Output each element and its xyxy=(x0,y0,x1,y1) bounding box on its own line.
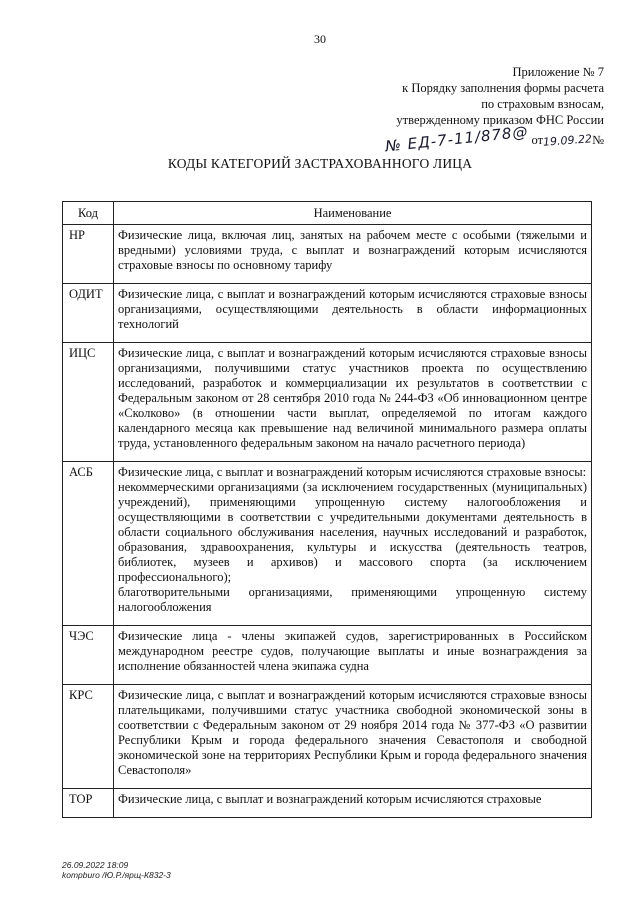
table-body xyxy=(63,225,592,818)
description-paragraph: Физические лица, с выплат и вознаграждений которым исчисляются страховые взносы организациями, осуществляющими деятельность в области информационных технологий xyxy=(118,287,587,331)
category-description xyxy=(114,626,592,685)
number-suffix: № xyxy=(592,133,604,147)
appendix-line-3: по страховым взносам, xyxy=(481,97,604,111)
category-description xyxy=(114,789,592,818)
category-code: ИЦС xyxy=(63,343,114,462)
category-codes-table xyxy=(62,201,592,818)
footer-timestamp: 26.09.2022 18:09 xyxy=(62,860,129,870)
description-paragraph: Физические лица, включая лиц, занятых на рабочем месте с особыми (тяжелыми и вредными) условиями труда, с выплат и вознаграждений которым исчисляются страховые взносы по основному тарифу xyxy=(118,228,587,272)
header-code: Код xyxy=(63,202,114,225)
table-row xyxy=(63,343,592,462)
description-paragraph: Физические лица, с выплат и вознаграждений которым исчисляются страховые взносы организациями, получившими статус участников проекта по осуществлению исследований, разработок и коммерциализации их результатов в соответствии с Федеральным законом от 28 сентября 2010 года № 244-ФЗ «Об инновационном центре «Сколково» (в отношении части выплат, определяемой по итогам каждого календарного месяца как превышение над величиной минимального размера оплаты труда, установленного федеральным законом на начало расчетного периода) xyxy=(118,346,587,450)
appendix-line-2: к Порядку заполнения формы расчета xyxy=(402,81,604,95)
category-code: ТОР xyxy=(63,789,114,818)
table-row xyxy=(63,626,592,685)
appendix-header xyxy=(396,64,604,128)
header-name: Наименование xyxy=(114,202,592,225)
category-code: НР xyxy=(63,225,114,284)
registration-line xyxy=(384,122,604,156)
appendix-line-4: утвержденному приказом ФНС России xyxy=(396,113,604,127)
category-code: КРС xyxy=(63,685,114,789)
description-paragraph: Физические лица - члены экипажей судов, зарегистрированных в Российском международном реестре судов, получающие выплаты и иные вознаграждения за исполнение обязанностей члена экипажа судна xyxy=(118,629,587,673)
page-number: 30 xyxy=(314,32,326,46)
document-title: КОДЫ КАТЕГОРИЙ ЗАСТРАХОВАННОГО ЛИЦА xyxy=(167,156,473,171)
appendix-title: Приложение № 7 xyxy=(512,65,604,79)
category-description xyxy=(114,284,592,343)
table-row xyxy=(63,225,592,284)
description-paragraph: Физические лица, с выплат и вознаграждений которым исчисляются страховые xyxy=(118,792,542,806)
category-description xyxy=(114,343,592,462)
category-description xyxy=(114,685,592,789)
description-paragraph: Физические лица, с выплат и вознаграждений которым исчисляются страховые взносы плательщиками, получившими статус участника свободной экономической зоны в соответствии с Федеральным законом от 29 ноября 2014 года № 377-ФЗ «О развитии Республики Крым и города федерального значения Севастополя и свободной экономической зоне на территориях Республики Крым и города федерального значения Севастополя» xyxy=(118,688,587,777)
table-row xyxy=(63,284,592,343)
date-prefix: от xyxy=(531,133,544,147)
table-row xyxy=(63,789,592,818)
category-code: ЧЭС xyxy=(63,626,114,685)
footer-user: kompburo /Ю.Р./ярщ-К832-3 xyxy=(62,870,171,880)
table-row xyxy=(63,462,592,626)
category-description xyxy=(114,225,592,284)
description-paragraph: Физические лица, с выплат и вознаграждений которым исчисляются страховые взносы: xyxy=(118,465,587,479)
handwritten-date: 19.09.22 xyxy=(542,132,593,149)
table-row xyxy=(63,685,592,789)
handwritten-order-number: № ЕД-7-11/878@ xyxy=(384,122,529,156)
description-paragraph: некоммерческими организациями (за исключением государственных (муниципальных) учреждений), применяющими упрощенную систему налогообложения и осуществляющими в соответствии с учредительными документами деятельность в области социального обслуживания населения, научных исследований и разработок, образования, здравоохранения, культуры и искусства (деятельность театров, библиотек, музеев и архивов) и массового спорта (за исключением профессионального); xyxy=(118,480,587,584)
category-description xyxy=(114,462,592,626)
print-footer xyxy=(62,860,171,880)
category-code: АСБ xyxy=(63,462,114,626)
table-header-row xyxy=(63,202,592,225)
category-code: ОДИТ xyxy=(63,284,114,343)
description-paragraph: благотворительными организациями, применяющими упрощенную систему налогообложения xyxy=(118,585,587,614)
